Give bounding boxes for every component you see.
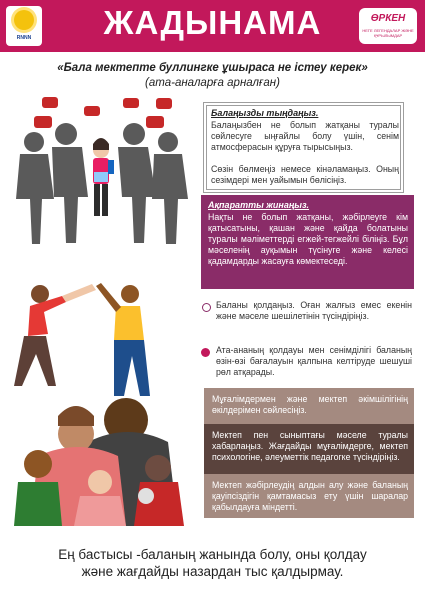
collect-info-heading: Ақпаратты жинаңыз. [208,200,310,210]
logo-right [359,8,417,44]
step-school-duty-text: Мектеп жәбірлеудің алдын алу және баланың қауіпсіздігін қамтамасыз ету үшін шаралар қабылдауға міндетті. [212,480,408,512]
logo-left-text: RNNN [16,35,32,41]
bullet-open-circle-icon [202,303,211,312]
listen-text-2: Сөзін бөлмеңіз немесе кінәламаңыз. Оның сезімдері мен уайымын бөлісіңіз. [211,164,399,185]
step-teachers-box [204,388,414,424]
bullet-filled-circle-icon [201,348,210,357]
page-title: ЖАДЫНАМА [103,4,322,41]
header-banner [0,0,425,52]
collect-info-box [201,195,414,289]
support-bullet-text: Баланы қолдаңыз. Оған жалғыз емес екенін және мәселе шешілетінін түсіндіріңіз. [216,300,412,321]
listen-heading: Балаңызды тыңдаңыз. [211,108,319,118]
subtitle-audience: (ата-аналарға арналған) [145,77,280,89]
listen-text-1: Балаңызбен не болып жатқаны туралы сөйлесуге ыңғайлы болу үшін, сенім атмосферасын құруға тырысыңыз. [211,120,399,152]
step-report-box [204,424,414,474]
listen-box [203,102,404,193]
subtitle: «Бала мектепте буллингке ұшыраса не істеу керек» [57,62,368,74]
parent-support-bullet-text: Ата-ананың қолдауы мен сенімділігі баланың өзін-өзі бағалауын қалпына келтіруде шешуші рөл атқарады. [216,345,412,377]
logo-subtext: НЕГЕ ЛЕГЕНДАЛАР ЖӘНЕ ҚҰРЫЛЫМДАР [362,28,414,38]
step-school-duty-box [204,474,414,518]
step-report-text: Мектеп пен сыныптағы мәселе туралы хабарлаңыз. Жағдайды мұғалімдерге, мектеп психологіне, әлеуметтік педагогке түсіндіріңіз. [212,430,408,462]
collect-info-text: Нақты не болып жатқаны, жәбірлеуге кім қатысатыны, қашан және қайда болатыны туралы мәліметтерді егжей-тегжейлі біліңіз. Бұл мәселенің ауқымын түсінуге және келесі қадамдарды жасауға көмектеседі. [208,212,408,266]
step-teachers-text: Мұғалімдермен және мектеп әкімшілігінің өкілдерімен сөйлесіңіз. [212,394,408,415]
footer-message [0,546,425,580]
footer-line-1: Ең бастысы -баланың жанында болу, оны қолдау [58,547,367,562]
logo-brand: ӨРКЕН [370,13,406,24]
footer-line-2: және жағдайды назардан тыс қалдырмау. [81,564,344,579]
